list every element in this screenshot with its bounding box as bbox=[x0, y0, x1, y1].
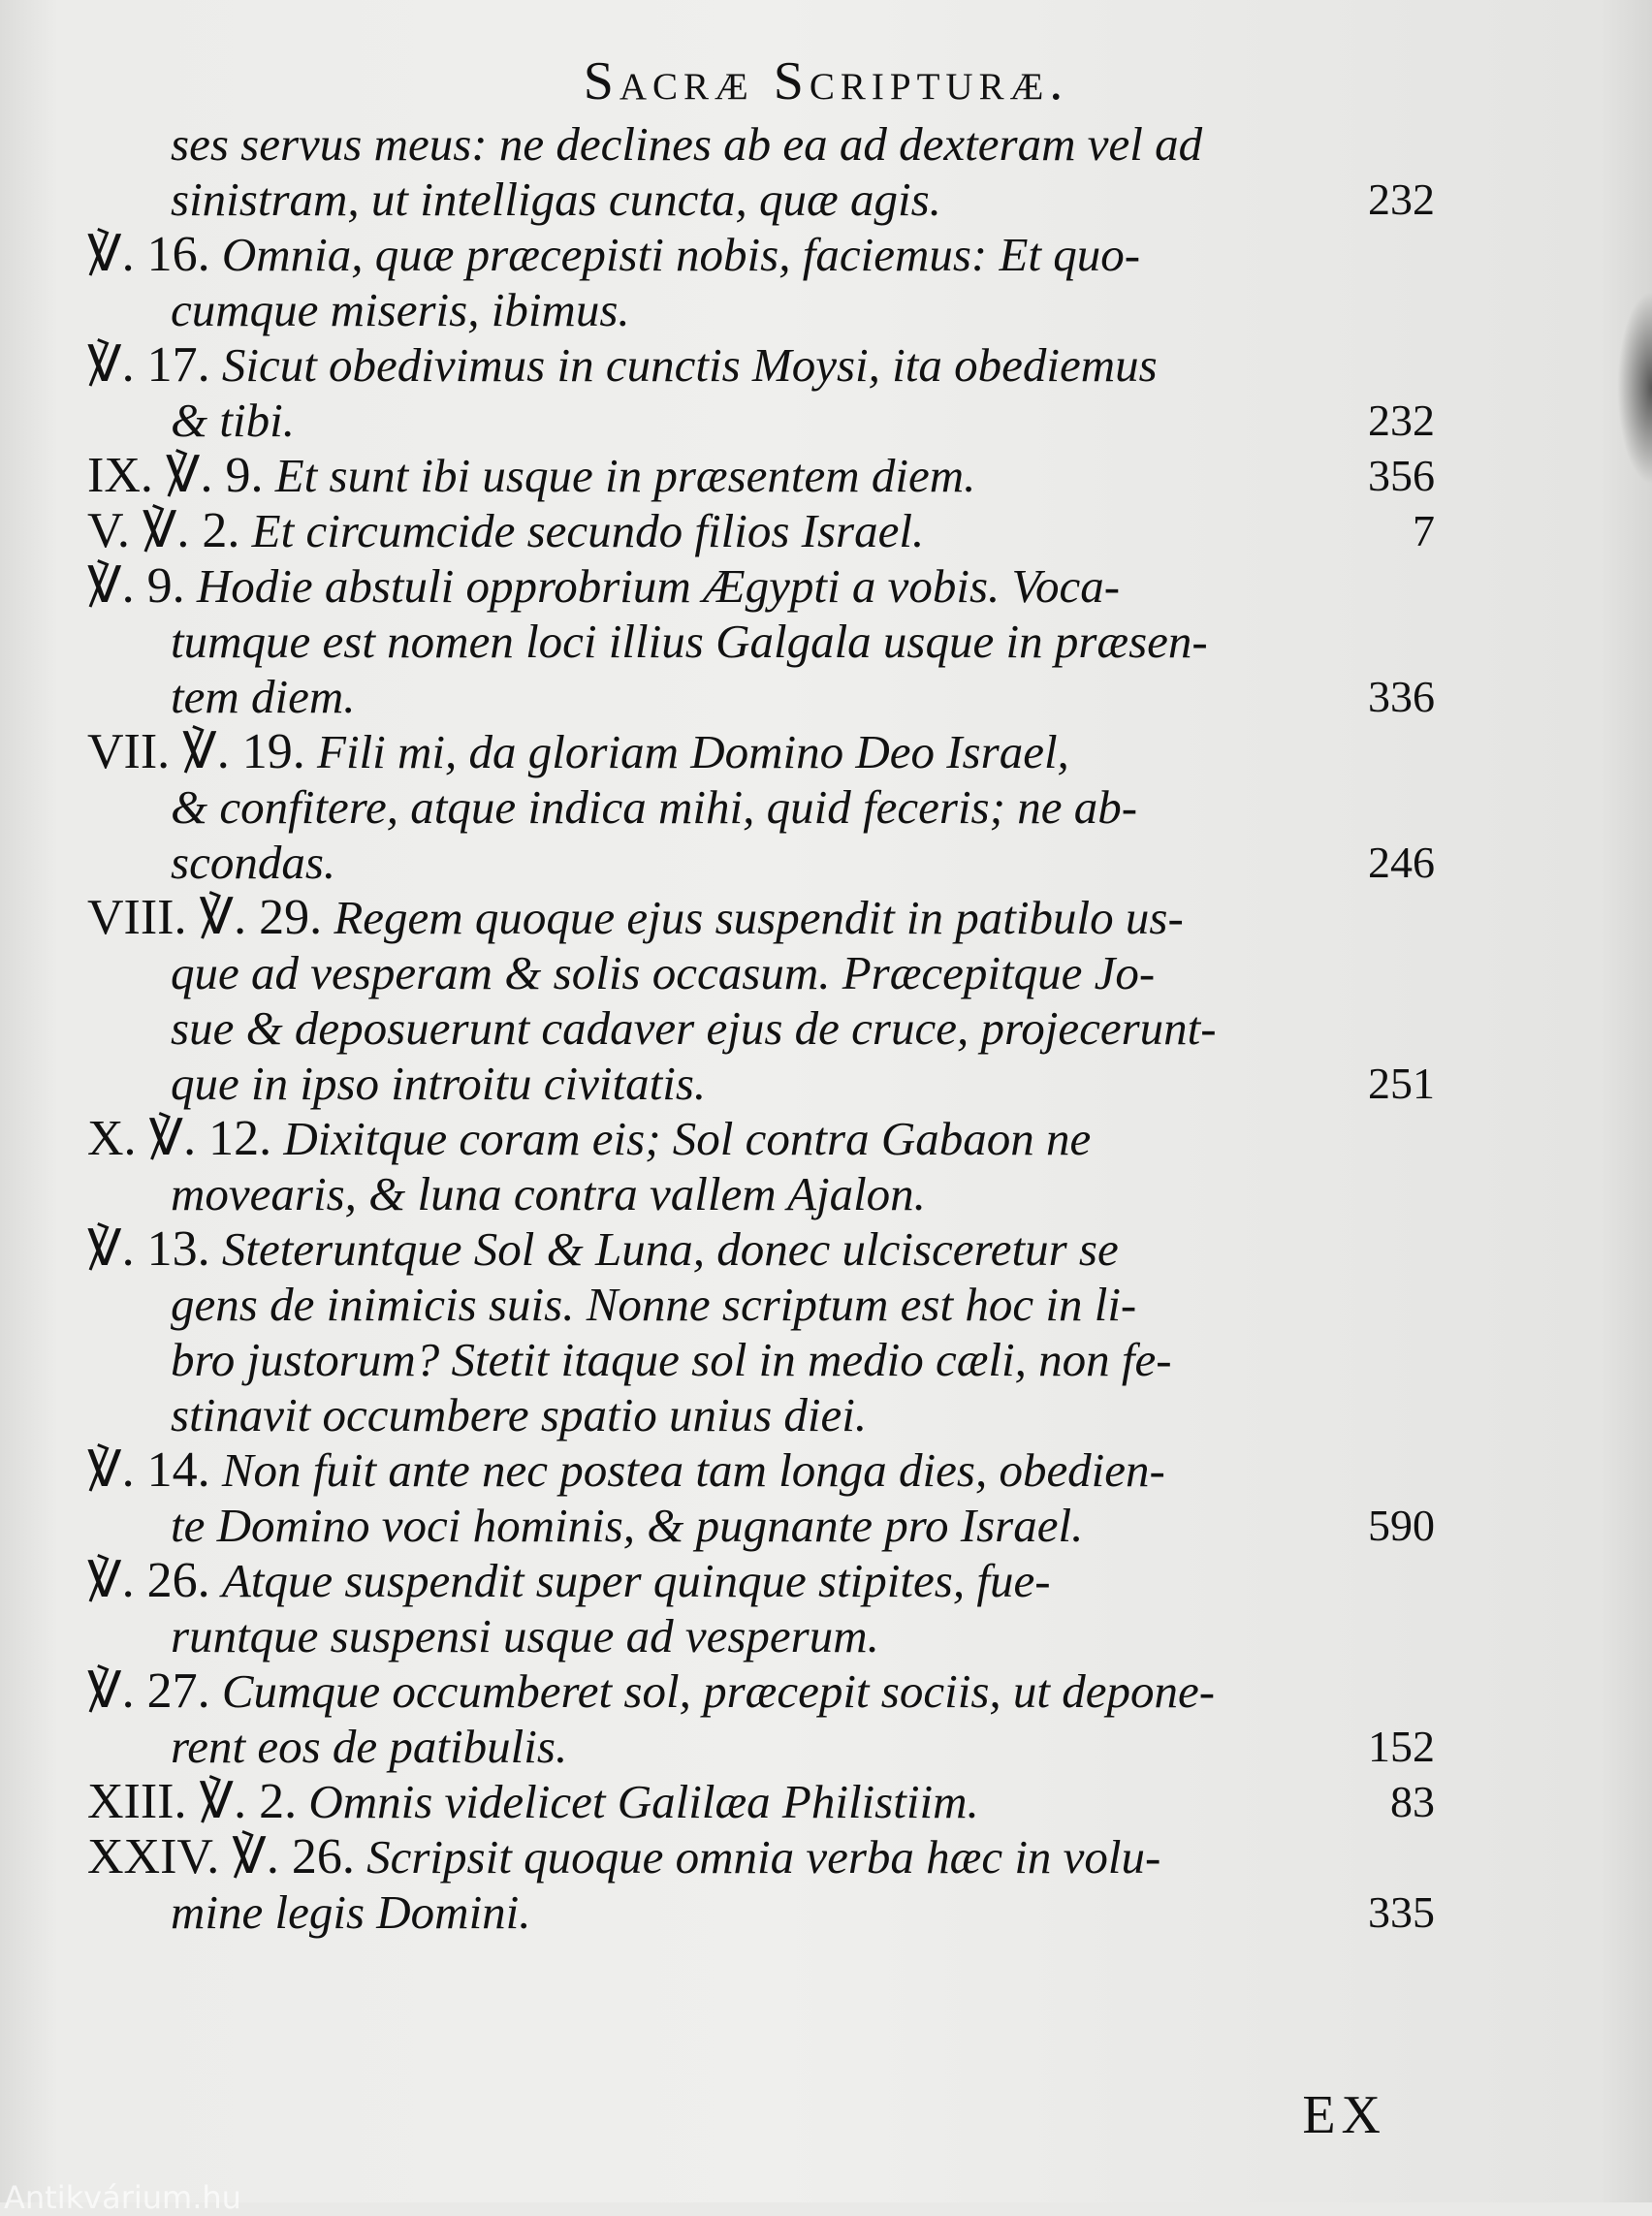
entry-line: cumque miseris, ibimus. bbox=[171, 283, 630, 336]
watermark: Antikvárium.hu bbox=[4, 2179, 241, 2216]
entry-line: ℣. 26. Atque suspendit super quinque stipites, fue- bbox=[87, 1553, 1051, 1608]
entry-line: X. ℣. 12. Dixitque coram eis; Sol contra Gabaon ne bbox=[87, 1111, 1092, 1166]
catchword: EX bbox=[1302, 2085, 1386, 2145]
entry-line: ℣. 13. Steteruntque Sol & Luna, donec ulcisceretur se bbox=[87, 1221, 1119, 1277]
entry-line: ℣. 27. Cumque occumberet sol, præcepit sociis, ut depone- bbox=[87, 1663, 1216, 1719]
page-edge-shadow bbox=[1617, 291, 1652, 485]
running-head: Sacræ Scripturæ. bbox=[583, 51, 1069, 111]
index-entries bbox=[87, 116, 1435, 1940]
entry-line: stinavit occumbere spatio unius diei. bbox=[171, 1388, 868, 1441]
entry-line: IX. ℣. 9. Et sunt ibi usque in præsentem diem. 356 bbox=[87, 448, 1435, 503]
entry-line: ses servus meus: ne declines ab ea ad dexteram vel ad bbox=[171, 117, 1203, 171]
entry-line: rent eos de patibulis. 152 bbox=[171, 1720, 1435, 1773]
entry-line: que in ipso introitu civitatis. 251 bbox=[171, 1057, 1435, 1110]
entry-line: & tibi. 232 bbox=[171, 394, 1435, 447]
entry-line: VII. ℣. 19. Fili mi, da gloriam Domino Deo Israel, bbox=[87, 724, 1069, 779]
entry-line: sinistram, ut intelligas cuncta, quæ agis. 232 bbox=[171, 173, 1435, 226]
entry-line: ℣. 17. Sicut obedivimus in cunctis Moysi, ita obediemus bbox=[87, 337, 1158, 393]
entry-line: XXIV. ℣. 26. Scripsit quoque omnia verba hæc in volu- bbox=[87, 1829, 1161, 1884]
entry-line: tem diem. 336 bbox=[171, 670, 1435, 723]
entry-line: movearis, & luna contra vallem Ajalon. bbox=[171, 1167, 926, 1220]
entry-line: scondas. 246 bbox=[171, 836, 1435, 889]
entry-line: & confitere, atque indica mihi, quid feceris; ne ab- bbox=[171, 780, 1138, 834]
entry-line: mine legis Domini. 335 bbox=[171, 1885, 1435, 1939]
entry-line: sue & deposuerunt cadaver ejus de cruce, projecerunt- bbox=[171, 1001, 1217, 1055]
entry-line: tumque est nomen loci illius Galgala usque in præsen- bbox=[171, 615, 1208, 668]
entry-line: ℣. 14. Non fuit ante nec postea tam longa dies, obedien- bbox=[87, 1442, 1165, 1498]
entry-line: VIII. ℣. 29. Regem quoque ejus suspendit in patibulo us- bbox=[87, 890, 1184, 945]
entry-line: V. ℣. 2. Et circumcide secundo filios Israel. 7 bbox=[87, 503, 1435, 558]
entry-line: ℣. 9. Hodie abstuli opprobrium Ægypti a vobis. Voca- bbox=[87, 558, 1121, 614]
entry-line: te Domino voci hominis, & pugnante pro Israel. 590 bbox=[171, 1499, 1435, 1552]
entry-line: gens de inimicis suis. Nonne scriptum est hoc in li- bbox=[171, 1278, 1137, 1331]
entry-line: runtque suspensi usque ad vesperum. bbox=[171, 1609, 879, 1662]
entry-line: XIII. ℣. 2. Omnis videlicet Galilæa Philistiim. 83 bbox=[87, 1774, 1435, 1829]
entry-line: bro justorum? Stetit itaque sol in medio cæli, non fe- bbox=[171, 1333, 1172, 1386]
entry-line: que ad vesperam & solis occasum. Præcepitque Jo- bbox=[171, 946, 1156, 999]
entry-line: ℣. 16. Omnia, quæ præcepisti nobis, faciemus: Et quo- bbox=[87, 227, 1141, 282]
